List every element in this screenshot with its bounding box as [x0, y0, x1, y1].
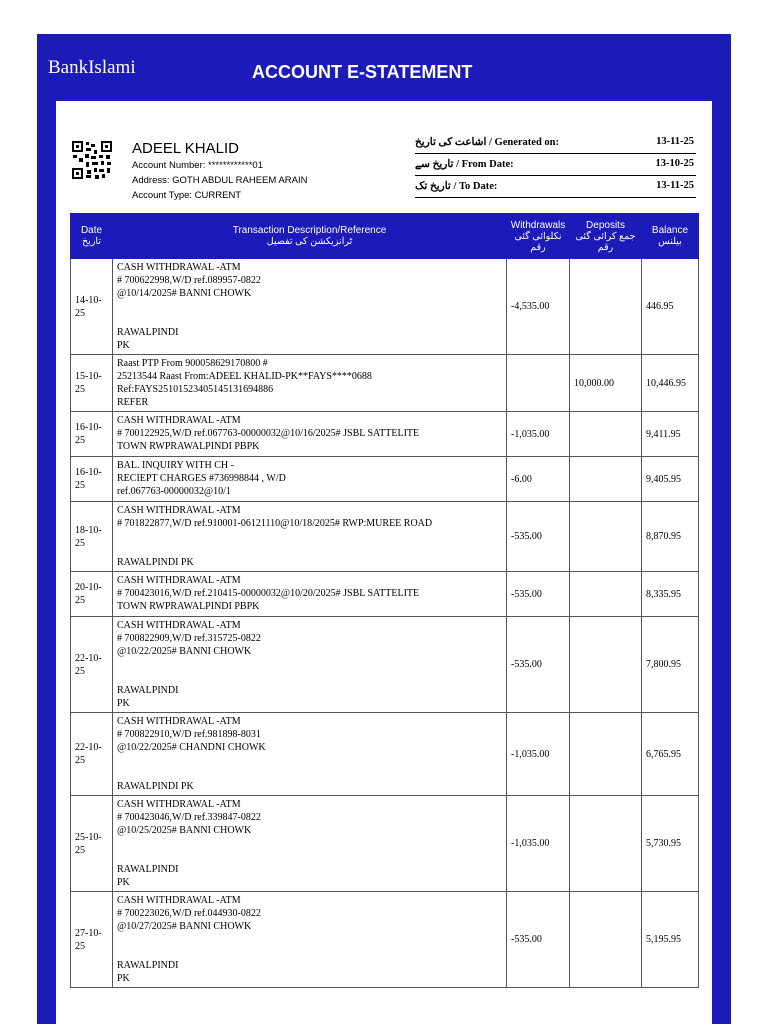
- row-balance: 9,405.95: [642, 457, 699, 502]
- row-date: 15-10- 25: [71, 355, 113, 412]
- row-deposit: [570, 412, 642, 457]
- row-description: CASH WITHDRAWAL -ATM # 700822910,W/D ref.981898-8031 @10/22/2025# CHANDNI CHOWK RAWALPINDI PK: [113, 713, 507, 796]
- row-date: 14-10- 25: [71, 259, 113, 355]
- row-withdrawal: -535.00: [507, 892, 570, 988]
- row-deposit: [570, 502, 642, 572]
- table-row: [71, 502, 699, 572]
- row-withdrawal: -535.00: [507, 572, 570, 617]
- row-description: CASH WITHDRAWAL -ATM # 700822909,W/D ref.315725-0822 @10/22/2025# BANNI CHOWK RAWALPINDI PK: [113, 617, 507, 713]
- row-date: 18-10- 25: [71, 502, 113, 572]
- row-deposit: 10,000.00: [570, 355, 642, 412]
- row-date: 27-10- 25: [71, 892, 113, 988]
- row-balance: 7,800.95: [642, 617, 699, 713]
- row-description: Raast PTP From 900058629170800 # 25213544 Raast From:ADEEL KHALID-PK**FAYS****0688 Ref:FAYS25101523405145131694886 REFER: [113, 355, 507, 412]
- row-description: CASH WITHDRAWAL -ATM # 700223026,W/D ref.044930-0822 @10/27/2025# BANNI CHOWK RAWALPINDI PK: [113, 892, 507, 988]
- row-deposit: [570, 892, 642, 988]
- from-date-row: [415, 154, 696, 176]
- row-withdrawal: -1,035.00: [507, 412, 570, 457]
- row-balance: 5,195.95: [642, 892, 699, 988]
- row-description: CASH WITHDRAWAL -ATM # 701822877,W/D ref.910001-06121110@10/18/2025# RWP:MUREE ROAD RAWALPINDI PK: [113, 502, 507, 572]
- generated-on-label: اشاعت کی تاریخ / Generated on:: [415, 137, 560, 148]
- table-header-row: [71, 214, 699, 259]
- row-withdrawal: -535.00: [507, 617, 570, 713]
- table-row: [71, 355, 699, 412]
- row-date: 25-10- 25: [71, 796, 113, 892]
- table-row: [71, 892, 699, 988]
- from-date-label: تاریخ سے / From Date:: [415, 159, 514, 170]
- from-date-value: 13-10-25: [655, 158, 694, 169]
- bank-logo: BankIslami: [48, 57, 136, 78]
- row-date: 22-10- 25: [71, 617, 113, 713]
- table-row: [71, 713, 699, 796]
- row-withdrawal: -1,035.00: [507, 796, 570, 892]
- row-deposit: [570, 617, 642, 713]
- row-balance: 8,335.95: [642, 572, 699, 617]
- table-row: [71, 796, 699, 892]
- row-withdrawal: -1,035.00: [507, 713, 570, 796]
- row-description: BAL. INQUIRY WITH CH - RECIEPT CHARGES #736998844 , W/D ref.067763-00000032@10/1: [113, 457, 507, 502]
- transactions-table: [70, 213, 699, 988]
- row-balance: 5,730.95: [642, 796, 699, 892]
- row-description: CASH WITHDRAWAL -ATM # 700423016,W/D ref.210415-00000032@10/20/2025# JSBL SATTELITE TOWN RWPRAWALPINDI PBPK: [113, 572, 507, 617]
- account-number: Account Number: ************01: [132, 160, 263, 171]
- to-date-label: تاریخ تک / To Date:: [415, 181, 498, 192]
- row-withdrawal: -6.00: [507, 457, 570, 502]
- to-date-row: [415, 176, 696, 198]
- row-deposit: [570, 457, 642, 502]
- row-deposit: [570, 796, 642, 892]
- table-row: [71, 412, 699, 457]
- generated-on-row: [415, 132, 696, 154]
- row-balance: 10,446.95: [642, 355, 699, 412]
- row-description: CASH WITHDRAWAL -ATM # 700622998,W/D ref.089957-0822 @10/14/2025# BANNI CHOWK RAWALPINDI PK: [113, 259, 507, 355]
- row-description: CASH WITHDRAWAL -ATM # 700122925,W/D ref.067763-00000032@10/16/2025# JSBL SATTELITE TOWN RWPRAWALPINDI PBPK: [113, 412, 507, 457]
- row-deposit: [570, 713, 642, 796]
- row-balance: 6,765.95: [642, 713, 699, 796]
- row-deposit: [570, 572, 642, 617]
- row-date: 16-10- 25: [71, 457, 113, 502]
- page-title: ACCOUNT E-STATEMENT: [252, 62, 473, 82]
- row-withdrawal: -4,535.00: [507, 259, 570, 355]
- account-type: Account Type: CURRENT: [132, 190, 242, 201]
- row-date: 22-10- 25: [71, 713, 113, 796]
- generated-on-value: 13-11-25: [656, 136, 694, 147]
- table-row: [71, 457, 699, 502]
- account-holder-name: ADEEL KHALID: [132, 140, 239, 157]
- table-row: [71, 259, 699, 355]
- table-row: [71, 572, 699, 617]
- header-balance: Balance بیلنس: [642, 214, 699, 259]
- row-withdrawal: [507, 355, 570, 412]
- header-date: Date تاریخ: [71, 214, 113, 259]
- row-description: CASH WITHDRAWAL -ATM # 700423046,W/D ref.339847-0822 @10/25/2025# BANNI CHOWK RAWALPINDI PK: [113, 796, 507, 892]
- qr-code-icon: [72, 141, 112, 179]
- to-date-value: 13-11-25: [656, 180, 694, 191]
- row-deposit: [570, 259, 642, 355]
- row-date: 20-10- 25: [71, 572, 113, 617]
- row-balance: 446.95: [642, 259, 699, 355]
- table-row: [71, 617, 699, 713]
- row-date: 16-10- 25: [71, 412, 113, 457]
- header-description: Transaction Description/Reference ٹرانزیکشن کی تفصیل: [113, 214, 507, 259]
- row-balance: 8,870.95: [642, 502, 699, 572]
- row-withdrawal: -535.00: [507, 502, 570, 572]
- row-balance: 9,411.95: [642, 412, 699, 457]
- account-address: Address: GOTH ABDUL RAHEEM ARAIN: [132, 175, 308, 186]
- header-withdrawals: Withdrawals نکلوائی گئی رقم: [507, 214, 570, 259]
- header-deposits: Deposits جمع کرائی گئی رقم: [570, 214, 642, 259]
